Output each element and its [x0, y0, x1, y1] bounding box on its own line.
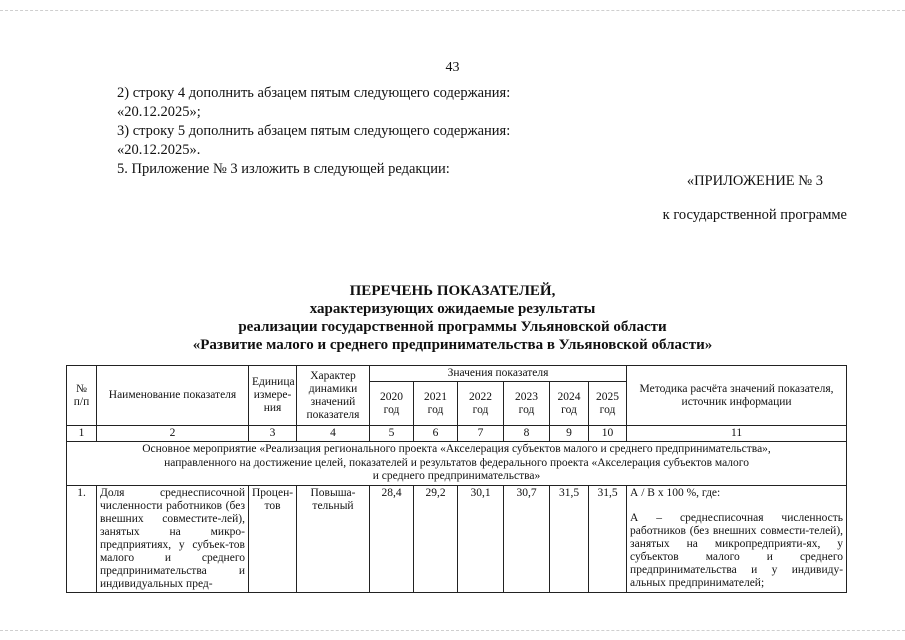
title-line: «Развитие малого и среднего предпринимательства в Ульяновской области» — [192, 337, 713, 353]
row-num: 1. — [67, 485, 97, 592]
text-line: «20.12.2025»; — [117, 104, 201, 120]
appendix-label: «ПРИЛОЖЕНИЕ № 3 — [686, 173, 823, 189]
row-value: 29,2 — [414, 485, 458, 592]
header-name: Наименование показателя — [97, 366, 249, 426]
header-year: 2021 год — [414, 382, 458, 426]
body-text — [117, 84, 510, 179]
row-character: Повыша-тельный — [297, 485, 370, 592]
header-num: № п/п — [67, 366, 97, 426]
text-line: «20.12.2025». — [117, 142, 201, 158]
header-method: Методика расчёта значений показателя, источник информации — [627, 366, 847, 426]
row-unit: Процен-тов — [249, 485, 297, 592]
header-character: Характер динамики значений показателя — [297, 366, 370, 426]
col-number: 10 — [589, 426, 627, 442]
method-formula: А / В х 100 %, где: — [630, 486, 721, 499]
col-number: 7 — [458, 426, 504, 442]
col-number: 1 — [67, 426, 97, 442]
text-line: 3) строку 5 дополнить абзацем пятым следующего содержания: — [117, 123, 511, 139]
scan-edge-top — [0, 10, 905, 11]
text-line: 5. Приложение № 3 изложить в следующей редакции: — [117, 161, 450, 177]
page-number: 43 — [445, 60, 460, 75]
method-description: А – среднесписочная численность работников (без внешних совмести-телей), занятых на микропредприяти-ях, у субъектов малого и среднего предпринимательства и у индивиду-альных предпринимателей; — [630, 511, 844, 589]
col-number: 2 — [97, 426, 249, 442]
section-row — [67, 442, 847, 486]
table-row — [67, 485, 847, 592]
column-numbers-row — [67, 426, 847, 442]
row-value: 31,5 — [589, 485, 627, 592]
row-method — [627, 485, 847, 592]
document-title — [0, 282, 905, 354]
section-line: направленного на достижение целей, показателей и результатов федерального проекта «Акселерация субъектов малого — [164, 456, 749, 469]
title-line: ПЕРЕЧЕНЬ ПОКАЗАТЕЛЕЙ, — [349, 283, 556, 299]
section-line: и среднего предпринимательства» — [372, 470, 541, 482]
row-value: 30,1 — [458, 485, 504, 592]
col-number: 6 — [414, 426, 458, 442]
title-line: характеризующих ожидаемые результаты — [309, 301, 596, 317]
indicators-table — [66, 365, 847, 593]
row-name: Доля среднесписочной численности работников (без внешних совместите-лей), занятых на микро-предприятиях, у субъек-тов малого и среднего предпринимательства и индивидуальных пред- — [97, 485, 249, 592]
row-value: 28,4 — [370, 485, 414, 592]
col-number: 4 — [297, 426, 370, 442]
col-number: 9 — [550, 426, 589, 442]
row-value: 30,7 — [504, 485, 550, 592]
header-year: 2023 год — [504, 382, 550, 426]
scan-edge-bottom — [0, 630, 905, 631]
text-line: 2) строку 4 дополнить абзацем пятым следующего содержания: — [117, 85, 511, 101]
header-values-group: Значения показателя — [370, 366, 627, 382]
col-number: 3 — [249, 426, 297, 442]
appendix-subtitle: к государственной программе — [662, 207, 847, 223]
section-line: Основное мероприятие «Реализация регионального проекта «Акселерация субъектов малого и среднего предпринимательства», — [142, 443, 771, 455]
row-value: 31,5 — [550, 485, 589, 592]
col-number: 11 — [627, 426, 847, 442]
title-line: реализации государственной программы Ульяновской области — [238, 319, 667, 335]
header-unit: Единица измере-ния — [249, 366, 297, 426]
section-title — [67, 442, 847, 486]
col-number: 5 — [370, 426, 414, 442]
header-year: 2022 год — [458, 382, 504, 426]
col-number: 8 — [504, 426, 550, 442]
header-year: 2020 год — [370, 382, 414, 426]
header-year: 2025 год — [589, 382, 627, 426]
header-year: 2024 год — [550, 382, 589, 426]
